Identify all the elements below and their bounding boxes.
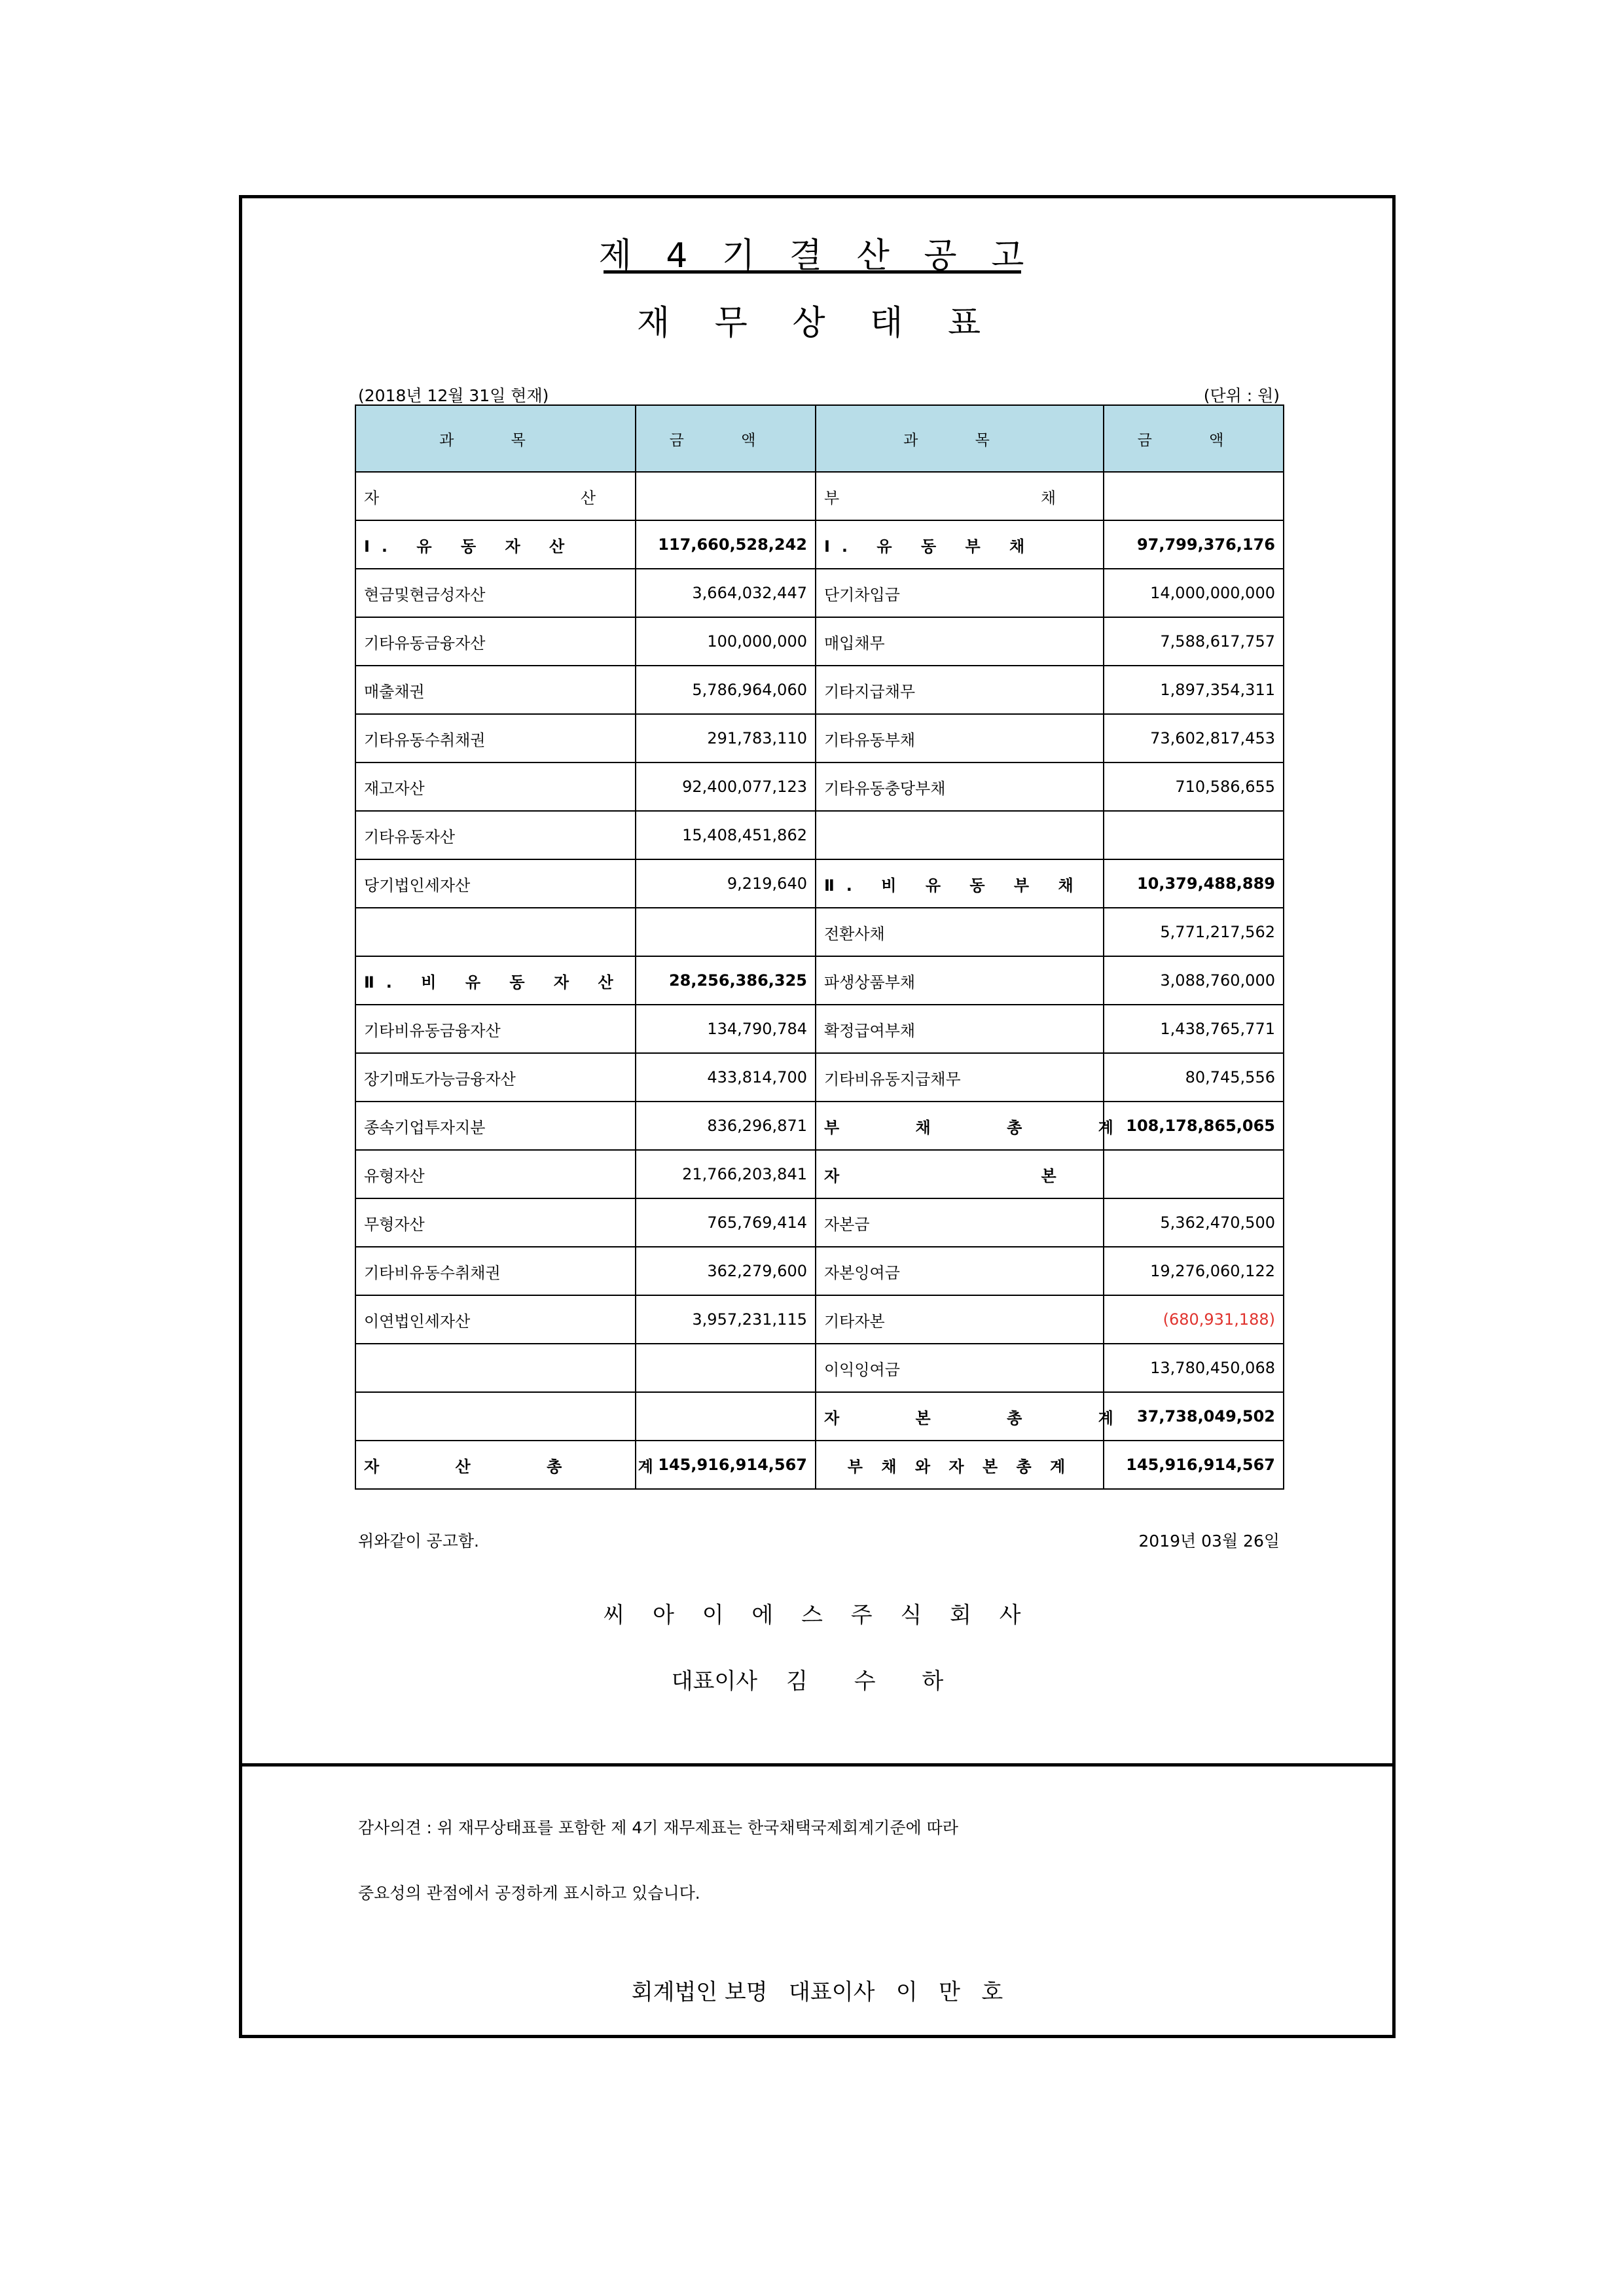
asset-amount: 9,219,640	[636, 859, 816, 908]
company-name: 씨 아 이 에 스 주 식 회 사	[603, 1602, 1032, 1628]
negative-equity-amount: (680,931,188)	[1104, 1295, 1284, 1344]
table-row	[355, 1005, 1284, 1053]
equity-section-label: 자 본	[816, 1150, 1104, 1198]
equity-item: 이익잉여금	[816, 1344, 1104, 1392]
table-header-row	[355, 405, 1284, 472]
as-of-date: (2018년 12월 31일 현재)	[358, 386, 549, 405]
table-row	[355, 762, 1284, 811]
asset-amount: 291,783,110	[636, 714, 816, 762]
table-row	[355, 1392, 1284, 1441]
asset-item: 장기매도가능금융자산	[355, 1053, 636, 1102]
asset-amount: 100,000,000	[636, 617, 816, 666]
liability-item: 기타지급채무	[816, 666, 1104, 714]
asset-item: 무형자산	[355, 1198, 636, 1247]
asset-item	[355, 1344, 636, 1392]
asset-item: 유형자산	[355, 1150, 636, 1198]
total-equity-amount: 37,738,049,502	[1104, 1392, 1284, 1441]
asset-amount: 433,814,700	[636, 1053, 816, 1102]
column-header: 과 목	[816, 405, 1104, 472]
liability-item: 기타유동충당부채	[816, 762, 1104, 811]
table-row	[355, 569, 1284, 617]
table-row	[355, 1344, 1284, 1392]
liability-item: 파생상품부채	[816, 956, 1104, 1005]
liability-item: 단기차입금	[816, 569, 1104, 617]
asset-item: 당기법인세자산	[355, 859, 636, 908]
asset-amount: 362,279,600	[636, 1247, 816, 1295]
asset-item: 기타비유동금융자산	[355, 1005, 636, 1053]
liability-amount: 1,897,354,311	[1104, 666, 1284, 714]
table-row	[355, 1295, 1284, 1344]
announcement-note: 위와같이 공고함.	[358, 1532, 479, 1551]
asset-item: 기타유동금융자산	[355, 617, 636, 666]
liability-item: Ⅰ. 유 동 부 채	[816, 520, 1104, 569]
liability-amount: 73,602,817,453	[1104, 714, 1284, 762]
liability-amount: 7,588,617,757	[1104, 617, 1284, 666]
audit-opinion-line-2: 중요성의 관점에서 공정하게 표시하고 있습니다.	[358, 1884, 700, 1903]
liability-amount: 80,745,556	[1104, 1053, 1284, 1102]
equity-amount: 13,780,450,068	[1104, 1344, 1284, 1392]
equity-item: 자본금	[816, 1198, 1104, 1247]
asset-item: 종속기업투자지분	[355, 1102, 636, 1150]
announcement-frame	[239, 195, 1396, 2038]
title-underline	[604, 270, 1021, 274]
asset-amount: 92,400,077,123	[636, 762, 816, 811]
table-row	[355, 956, 1284, 1005]
total-equity-label: 자 본 총 계	[816, 1392, 1104, 1441]
asset-amount: 21,766,203,841	[636, 1150, 816, 1198]
liability-amount: 5,771,217,562	[1104, 908, 1284, 956]
asset-amount: 28,256,386,325	[636, 956, 816, 1005]
liability-item: Ⅱ. 비 유 동 부 채	[816, 859, 1104, 908]
asset-amount	[636, 908, 816, 956]
liability-item: 기타비유동지급채무	[816, 1053, 1104, 1102]
section-divider	[242, 1763, 1392, 1767]
ceo-name: 김 수 하	[786, 1668, 964, 1695]
asset-amount: 3,957,231,115	[636, 1295, 816, 1344]
ceo-signature	[242, 1663, 1392, 1695]
asset-amount: 117,660,528,242	[636, 520, 816, 569]
asset-section-label: 자 산	[355, 472, 636, 520]
liability-amount: 10,379,488,889	[1104, 859, 1284, 908]
ceo-title: 대표이사	[671, 1668, 758, 1695]
asset-item: 이연법인세자산	[355, 1295, 636, 1344]
liability-amount: 14,000,000,000	[1104, 569, 1284, 617]
table-row	[355, 714, 1284, 762]
liability-item: 매입채무	[816, 617, 1104, 666]
statement-title: 재 무 상 태 표	[636, 304, 998, 343]
table-row	[355, 1247, 1284, 1295]
asset-amount: 765,769,414	[636, 1198, 816, 1247]
asset-item: 매출채권	[355, 666, 636, 714]
table-row	[355, 472, 1284, 520]
liability-section-label: 부 채	[816, 472, 1104, 520]
equity-item: 자본잉여금	[816, 1247, 1104, 1295]
asset-amount: 3,664,032,447	[636, 569, 816, 617]
liability-amount: 3,088,760,000	[1104, 956, 1284, 1005]
asset-item: 기타유동자산	[355, 811, 636, 859]
audit-opinion-line-1: 감사의견 : 위 재무상태표를 포함한 제 4기 재무제표는 한국채택국제회계기준에 따라	[358, 1818, 958, 1837]
table-row	[355, 1102, 1284, 1150]
liability-amount	[1104, 811, 1284, 859]
announcement-date: 2019년 03월 26일	[1138, 1532, 1280, 1551]
liability-amount: 710,586,655	[1104, 762, 1284, 811]
total-assets-amount: 145,916,914,567	[636, 1441, 816, 1489]
asset-amount: 15,408,451,862	[636, 811, 816, 859]
page-title: 제 4 기 결 산 공 고	[598, 236, 1036, 276]
asset-item: 재고자산	[355, 762, 636, 811]
asset-item	[355, 908, 636, 956]
asset-item	[355, 1392, 636, 1441]
asset-amount: 836,296,871	[636, 1102, 816, 1150]
table-row	[355, 811, 1284, 859]
asset-amount	[636, 1392, 816, 1441]
asset-item: Ⅱ. 비 유 동 자 산	[355, 956, 636, 1005]
liability-item: 확정급여부채	[816, 1005, 1104, 1053]
total-liabilities-equity-label: 부 채 와 자 본 총 계	[816, 1441, 1104, 1489]
equity-amount: 5,362,470,500	[1104, 1198, 1284, 1247]
liability-item: 전환사채	[816, 908, 1104, 956]
liability-item	[816, 811, 1104, 859]
table-row	[355, 1198, 1284, 1247]
equity-amount: 19,276,060,122	[1104, 1247, 1284, 1295]
asset-item: 현금및현금성자산	[355, 569, 636, 617]
table-row	[355, 520, 1284, 569]
column-header: 과 목	[355, 405, 636, 472]
total-assets-label: 자 산 총 계	[355, 1441, 636, 1489]
balance-sheet-table	[355, 404, 1284, 1490]
liability-item: 기타유동부채	[816, 714, 1104, 762]
table-row	[355, 666, 1284, 714]
asset-item: Ⅰ. 유 동 자 산	[355, 520, 636, 569]
asset-amount: 5,786,964,060	[636, 666, 816, 714]
table-row	[355, 1441, 1284, 1489]
column-header: 금 액	[1104, 405, 1284, 472]
column-header: 금 액	[636, 405, 816, 472]
total-liabilities-amount: 108,178,865,065	[1104, 1102, 1284, 1150]
equity-item: 기타자본	[816, 1295, 1104, 1344]
total-liabilities-equity-amount: 145,916,914,567	[1104, 1441, 1284, 1489]
asset-item: 기타비유동수취채권	[355, 1247, 636, 1295]
asset-amount: 134,790,784	[636, 1005, 816, 1053]
currency-unit: (단위 : 원)	[1203, 386, 1280, 405]
auditor-signature: 회계법인 보명 대표이사 이 만 호	[631, 1979, 1003, 2005]
liability-amount: 1,438,765,771	[1104, 1005, 1284, 1053]
table-row	[355, 908, 1284, 956]
total-liabilities-label: 부 채 총 계	[816, 1102, 1104, 1150]
asset-item: 기타유동수취채권	[355, 714, 636, 762]
table-row	[355, 1150, 1284, 1198]
liability-amount: 97,799,376,176	[1104, 520, 1284, 569]
table-row	[355, 859, 1284, 908]
table-row	[355, 617, 1284, 666]
asset-amount	[636, 1344, 816, 1392]
table-row	[355, 1053, 1284, 1102]
